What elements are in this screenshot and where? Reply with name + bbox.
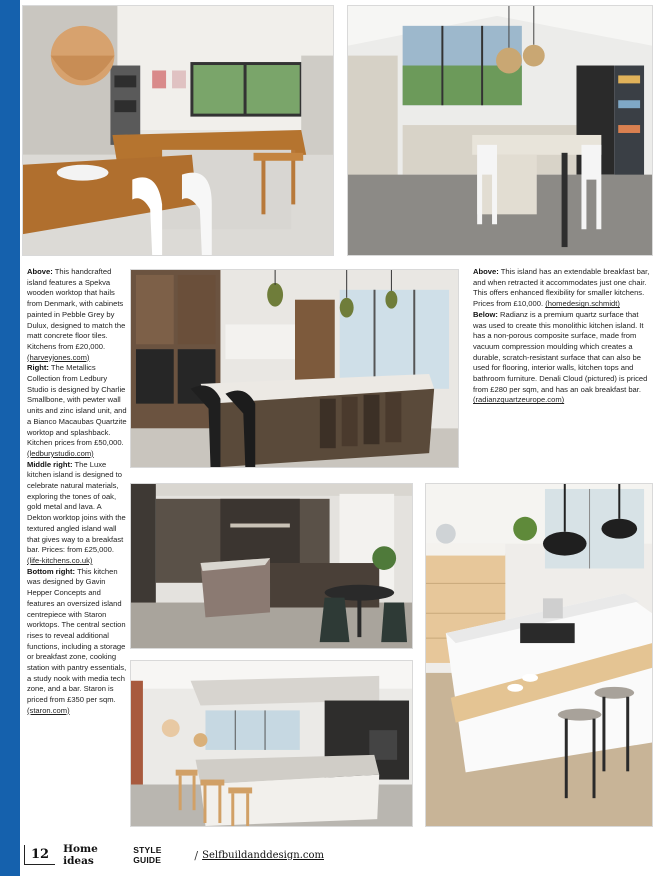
photo-harvey-jones-kitchen [22,5,334,256]
photo-staron-kitchen [130,660,413,827]
blue-spine-bar [0,0,20,876]
photo-radianz-kitchen [425,483,653,827]
caption-column-right [473,267,651,406]
link-harveyjones[interactable]: (harveyjones.com) [27,352,90,362]
photo-life-kitchens-luxe [130,483,413,649]
caption-column-left [27,267,127,717]
link-life-kitchens[interactable]: (life-kitchens.co.uk) [27,555,93,565]
caption-life-kitchens: Middle right: The Luxe kitchen island is designed to celebrate natural materials, exploring the tones of oak, gold metal and lava. A Dekton worktop joins with the textured angled island wall that gives way to a breakfast bar. Prices: from £25,000. (life-kitchens.co.uk) [27,459,126,565]
brand-style-guide: STYLE GUIDE [133,845,162,865]
link-radianzquartz[interactable]: (radianzquartzeurope.com) [473,395,565,405]
photo-ledbury-metallics-kitchen [130,269,459,468]
link-ledburystudio[interactable]: (ledburystudio.com) [27,448,94,458]
footer-separator: / [194,848,199,862]
link-homedesign-schmidt[interactable]: (homedesign.schmidt) [545,299,620,309]
page-footer [24,842,324,868]
caption-schmidt: Above: This island has an extendable breakfast bar, and when retracted it accommodates just one chair. This offers enhanced flexibility for smaller kitchens. Prices from £10,000. (homedesign.schmidt) [473,267,650,309]
caption-staron: Bottom right: This kitchen was designed by Gavin Hepper Concepts and features an oversized island centrepiece with Staron worktops. The central section rises to reveal additional functions, including a storage or breakfast zone, cooking station with pantry essentials, a study nook with media tech zone, and a bar. Staron is priced from £350 per sqm. (staron.com) [27,566,127,715]
link-staron[interactable]: (staron.com) [27,705,70,715]
caption-ledbury-studio: Right: The Metallics Collection from Ledbury Studio is designed by Charlie Smallbone, with pewter wall units and zinc island unit, and a Bianco Macaubas Quartzite worktop and splashback. Kitchen prices from £50,000. (ledburystudio.com) [27,363,127,458]
page-number: 12 [24,845,55,865]
caption-radianz: Below: Radianz is a premium quartz surface that was used to create this monolithic kitchen island. It has a non-porous composite surface, made from vacuum compression moulding which creates a durable, scratch-resistant surface that can also be used for flooring, interior walls, kitchen tops and bathroom furniture. Denali Cloud (pictured) is priced from £280 per sqm, and has an oak breakfast bar. (radianzquartzeurope.com) [473,309,648,405]
photo-schmidt-kitchen [347,5,653,256]
brand-name: Home ideas [63,843,98,867]
website-link[interactable]: Selfbuildanddesign.com [202,849,324,861]
caption-harvey-jones: Above: This handcrafted island features a Spekva wooden worktop that hails from Denmark, with cabinets painted in Pebble Grey by Dulux, designed to match the matt concrete floor tiles. Kitchens from £20,000. (harveyjones.com) [27,267,126,362]
